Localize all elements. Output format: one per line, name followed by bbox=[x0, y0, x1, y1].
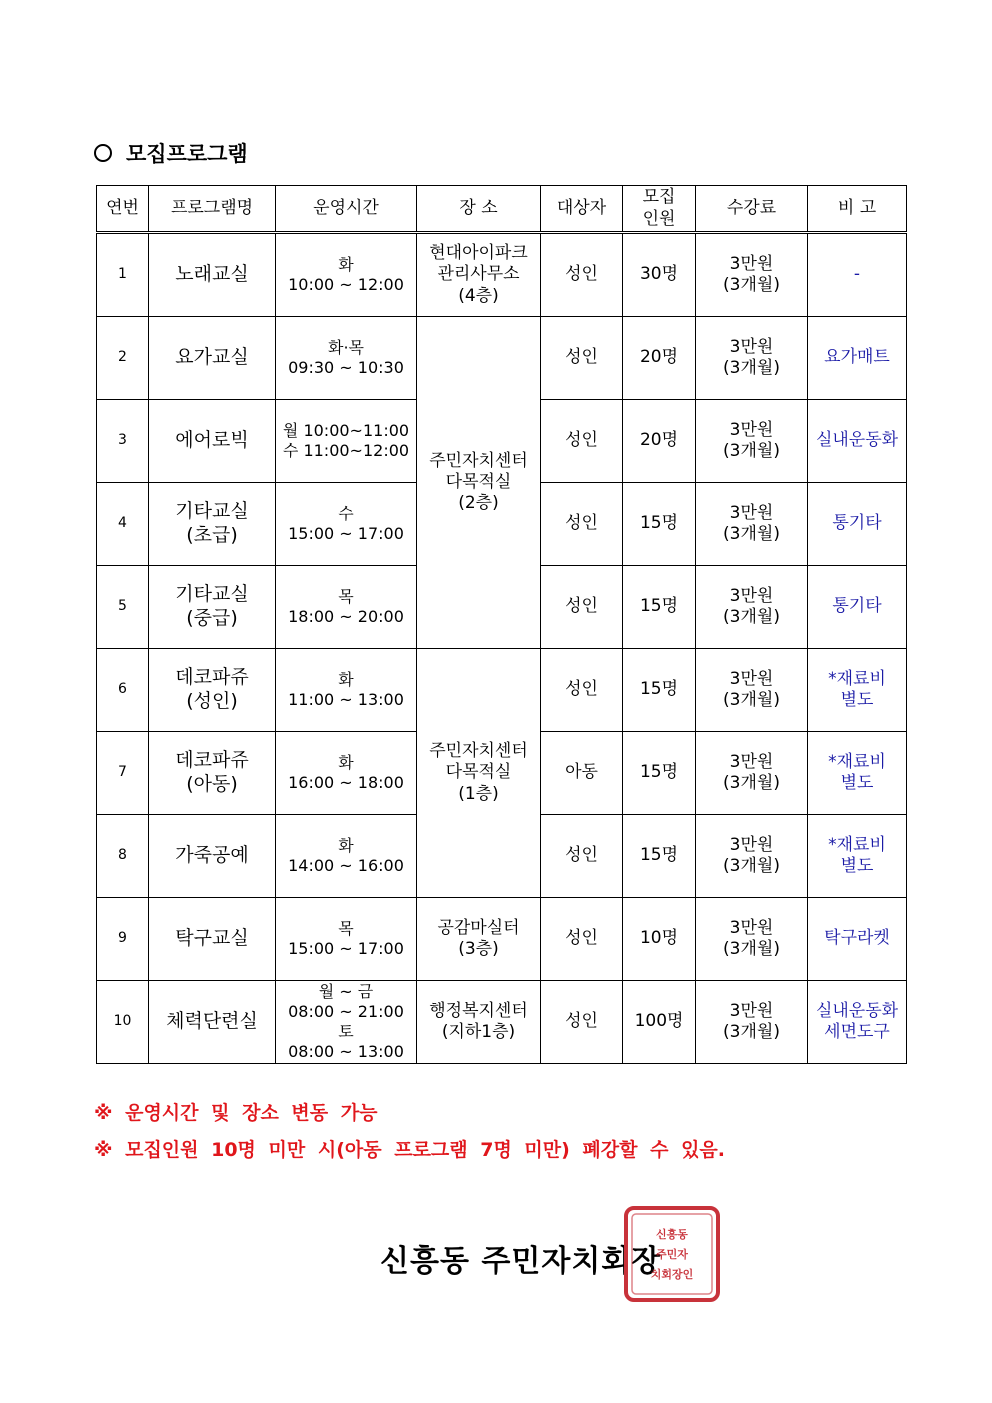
section-title: 모집프로그램 bbox=[126, 142, 248, 166]
program-name bbox=[149, 400, 276, 483]
program-note-line: 실내운동화 bbox=[815, 1000, 899, 1021]
program-name-line: (중급) bbox=[186, 607, 238, 629]
program-note-line: *재료비 bbox=[828, 668, 886, 689]
program-count: 15명 bbox=[623, 815, 696, 898]
program-fee-line: (3개월) bbox=[723, 524, 780, 544]
program-time-line: 토 bbox=[338, 1022, 354, 1041]
program-time bbox=[276, 732, 417, 815]
program-fee bbox=[696, 400, 808, 483]
program-place bbox=[417, 317, 541, 649]
program-fee-line: 3만원 bbox=[729, 585, 774, 606]
program-fee bbox=[696, 317, 808, 400]
program-target: 성인 bbox=[541, 483, 623, 566]
header-no: 연번 bbox=[97, 186, 149, 233]
program-name-line: (초급) bbox=[186, 524, 238, 546]
program-note-line: 통기타 bbox=[832, 596, 882, 617]
program-place-line: (2층) bbox=[458, 493, 499, 514]
notice-line: ※ 운영시간 및 장소 변동 가능 bbox=[94, 1102, 378, 1124]
program-fee bbox=[696, 233, 808, 317]
program-name-line: 요가교실 bbox=[175, 346, 249, 369]
program-time-line: 목 bbox=[338, 587, 354, 606]
program-target: 성인 bbox=[541, 898, 623, 981]
notice-line: ※ 모집인원 10명 미만 시(아동 프로그램 7명 미만) 폐강할 수 있음. bbox=[94, 1139, 726, 1161]
program-note bbox=[808, 815, 907, 898]
program-fee-line: (3개월) bbox=[723, 358, 780, 378]
program-name-line: 데코파쥬 bbox=[175, 666, 249, 689]
row-no: 5 bbox=[97, 566, 149, 649]
program-place bbox=[417, 233, 541, 317]
program-place-line: (지하1층) bbox=[441, 1022, 516, 1042]
program-time-line: 화 bbox=[338, 836, 354, 855]
row-no: 9 bbox=[97, 898, 149, 981]
program-note bbox=[808, 233, 907, 317]
program-place-line: 주민자치센터 bbox=[429, 741, 528, 762]
program-name-line: 가죽공예 bbox=[175, 844, 249, 867]
program-place-line: 행정복지센터 bbox=[429, 1000, 528, 1021]
program-fee-line: (3개월) bbox=[723, 856, 780, 876]
program-fee-line: 3만원 bbox=[729, 336, 774, 357]
program-time-line: 월 10:00~11:00 bbox=[282, 421, 410, 440]
program-time bbox=[276, 898, 417, 981]
table-header-row bbox=[97, 186, 907, 233]
program-note bbox=[808, 898, 907, 981]
program-time bbox=[276, 400, 417, 483]
program-note-line: 요가매트 bbox=[824, 347, 890, 368]
program-count: 30명 bbox=[623, 233, 696, 317]
header-note: 비 고 bbox=[808, 186, 907, 233]
header-target: 대상자 bbox=[541, 186, 623, 233]
program-target: 성인 bbox=[541, 815, 623, 898]
row-no: 10 bbox=[97, 981, 149, 1064]
program-place bbox=[417, 898, 541, 981]
program-count: 20명 bbox=[623, 400, 696, 483]
program-fee-line: 3만원 bbox=[729, 1000, 774, 1021]
program-name bbox=[149, 732, 276, 815]
program-note-line: 별도 bbox=[840, 690, 874, 710]
program-fee-line: 3만원 bbox=[729, 917, 774, 938]
program-count: 100명 bbox=[623, 981, 696, 1064]
program-fee bbox=[696, 981, 808, 1064]
program-time bbox=[276, 981, 417, 1064]
program-fee bbox=[696, 815, 808, 898]
header-count: 모집 인원 bbox=[623, 186, 696, 233]
program-note bbox=[808, 483, 907, 566]
program-count: 15명 bbox=[623, 483, 696, 566]
program-note bbox=[808, 317, 907, 400]
program-time bbox=[276, 317, 417, 400]
program-note-line: - bbox=[853, 264, 861, 285]
program-target: 성인 bbox=[541, 233, 623, 317]
program-target: 성인 bbox=[541, 400, 623, 483]
program-count: 10명 bbox=[623, 898, 696, 981]
program-fee bbox=[696, 483, 808, 566]
program-name bbox=[149, 317, 276, 400]
program-note-line: 별도 bbox=[840, 773, 874, 793]
program-time-line: 09:30 ~ 10:30 bbox=[288, 358, 404, 377]
program-note bbox=[808, 566, 907, 649]
program-time-line: 16:00 ~ 18:00 bbox=[288, 773, 404, 792]
program-note-line: 탁구라켓 bbox=[824, 928, 890, 949]
row-no: 8 bbox=[97, 815, 149, 898]
program-fee-line: (3개월) bbox=[723, 1022, 780, 1042]
program-fee-line: 3만원 bbox=[729, 668, 774, 689]
program-note-line: 별도 bbox=[840, 856, 874, 876]
program-target: 성인 bbox=[541, 649, 623, 732]
row-no: 6 bbox=[97, 649, 149, 732]
row-no: 2 bbox=[97, 317, 149, 400]
program-time-line: 15:00 ~ 17:00 bbox=[288, 939, 404, 958]
program-count: 15명 bbox=[623, 649, 696, 732]
program-fee bbox=[696, 649, 808, 732]
program-fee-line: 3만원 bbox=[729, 834, 774, 855]
program-time bbox=[276, 815, 417, 898]
program-note bbox=[808, 981, 907, 1064]
header-name: 프로그램명 bbox=[149, 186, 276, 233]
row-no: 1 bbox=[97, 233, 149, 317]
program-fee-line: 3만원 bbox=[729, 751, 774, 772]
program-note-line: *재료비 bbox=[828, 751, 886, 772]
program-name-line: 기타교실 bbox=[175, 583, 249, 606]
program-time-line: 화 bbox=[338, 753, 354, 772]
program-note bbox=[808, 732, 907, 815]
program-count: 15명 bbox=[623, 566, 696, 649]
program-fee-line: 3만원 bbox=[729, 253, 774, 274]
table-row bbox=[97, 233, 907, 317]
program-time-line: 18:00 ~ 20:00 bbox=[288, 607, 404, 626]
program-time bbox=[276, 566, 417, 649]
header-time: 운영시간 bbox=[276, 186, 417, 233]
program-time-line: 08:00 ~ 21:00 bbox=[288, 1002, 404, 1021]
program-place-line: 다목적실 bbox=[445, 762, 512, 783]
program-fee bbox=[696, 566, 808, 649]
program-time bbox=[276, 483, 417, 566]
official-seal-icon bbox=[622, 1204, 722, 1304]
program-name bbox=[149, 898, 276, 981]
program-name-line: 체력단련실 bbox=[166, 1010, 258, 1033]
program-fee-line: 3만원 bbox=[729, 419, 774, 440]
table-row bbox=[97, 898, 907, 981]
table-row bbox=[97, 317, 907, 400]
program-table bbox=[96, 185, 907, 1064]
program-fee-line: (3개월) bbox=[723, 607, 780, 627]
program-count: 20명 bbox=[623, 317, 696, 400]
program-target: 성인 bbox=[541, 981, 623, 1064]
program-place-line: (4층) bbox=[458, 285, 499, 306]
program-time-line: 목 bbox=[338, 919, 354, 938]
program-note bbox=[808, 400, 907, 483]
program-place-line: 관리사무소 bbox=[437, 264, 520, 285]
program-name-line: 노래교실 bbox=[175, 263, 249, 286]
program-place-line: 현대아이파크 bbox=[429, 243, 528, 264]
program-place-line: 다목적실 bbox=[445, 471, 512, 492]
program-note-line: 통기타 bbox=[832, 513, 882, 534]
table-row bbox=[97, 981, 907, 1064]
program-time-line: 화·목 bbox=[328, 338, 364, 357]
row-no: 7 bbox=[97, 732, 149, 815]
program-place-line: 주민자치센터 bbox=[429, 450, 528, 471]
program-fee-line: (3개월) bbox=[723, 441, 780, 461]
program-time-line: 수 bbox=[338, 504, 354, 523]
program-time-line: 14:00 ~ 16:00 bbox=[288, 856, 404, 875]
program-time-line: 10:00 ~ 12:00 bbox=[288, 275, 404, 294]
program-name-line: 에어로빅 bbox=[175, 429, 249, 452]
program-target: 아동 bbox=[541, 732, 623, 815]
program-name-line: 데코파쥬 bbox=[175, 749, 249, 772]
program-place bbox=[417, 649, 541, 898]
signature: 신흥동 주민자치회장 bbox=[380, 1244, 662, 1279]
program-name-line: 기타교실 bbox=[175, 500, 249, 523]
program-name-line: (성인) bbox=[186, 690, 238, 712]
program-name bbox=[149, 566, 276, 649]
program-target: 성인 bbox=[541, 566, 623, 649]
program-time-line: 화 bbox=[338, 255, 354, 274]
program-target: 성인 bbox=[541, 317, 623, 400]
program-fee-line: (3개월) bbox=[723, 690, 780, 710]
program-fee-line: (3개월) bbox=[723, 773, 780, 793]
program-note bbox=[808, 649, 907, 732]
program-time-line: 08:00 ~ 13:00 bbox=[288, 1042, 404, 1061]
program-place-line: 공감마실터 bbox=[437, 917, 520, 938]
program-name-line: 탁구교실 bbox=[175, 927, 249, 950]
program-count: 15명 bbox=[623, 732, 696, 815]
circle-bullet-icon bbox=[94, 144, 112, 162]
program-fee bbox=[696, 898, 808, 981]
program-time-line: 15:00 ~ 17:00 bbox=[288, 524, 404, 543]
header-fee: 수강료 bbox=[696, 186, 808, 233]
notices bbox=[94, 1098, 725, 1172]
program-fee-line: 3만원 bbox=[729, 502, 774, 523]
program-time-line: 화 bbox=[338, 670, 354, 689]
program-place bbox=[417, 981, 541, 1064]
program-note-line: 세면도구 bbox=[824, 1022, 890, 1042]
program-fee bbox=[696, 732, 808, 815]
program-time bbox=[276, 233, 417, 317]
program-fee-line: (3개월) bbox=[723, 275, 780, 295]
svg-text:신흥동주민자치회장인: 신흥동 주민자 치회장인 bbox=[650, 1228, 694, 1281]
section-heading bbox=[94, 138, 248, 168]
program-name-line: (아동) bbox=[186, 773, 238, 795]
program-name bbox=[149, 815, 276, 898]
program-time-line: 11:00 ~ 13:00 bbox=[288, 690, 404, 709]
program-note-line: 실내운동화 bbox=[815, 430, 899, 451]
row-no: 4 bbox=[97, 483, 149, 566]
program-name bbox=[149, 483, 276, 566]
program-place-line: (3층) bbox=[458, 939, 499, 959]
header-place: 장 소 bbox=[417, 186, 541, 233]
program-note-line: *재료비 bbox=[828, 834, 886, 855]
program-time-line: 월 ~ 금 bbox=[318, 982, 374, 1001]
program-place-line: (1층) bbox=[458, 783, 499, 804]
program-time-line: 수 11:00~12:00 bbox=[282, 441, 410, 460]
row-no: 3 bbox=[97, 400, 149, 483]
program-fee-line: (3개월) bbox=[723, 939, 780, 959]
program-name bbox=[149, 981, 276, 1064]
program-name bbox=[149, 649, 276, 732]
program-name bbox=[149, 233, 276, 317]
table-row bbox=[97, 649, 907, 732]
program-time bbox=[276, 649, 417, 732]
